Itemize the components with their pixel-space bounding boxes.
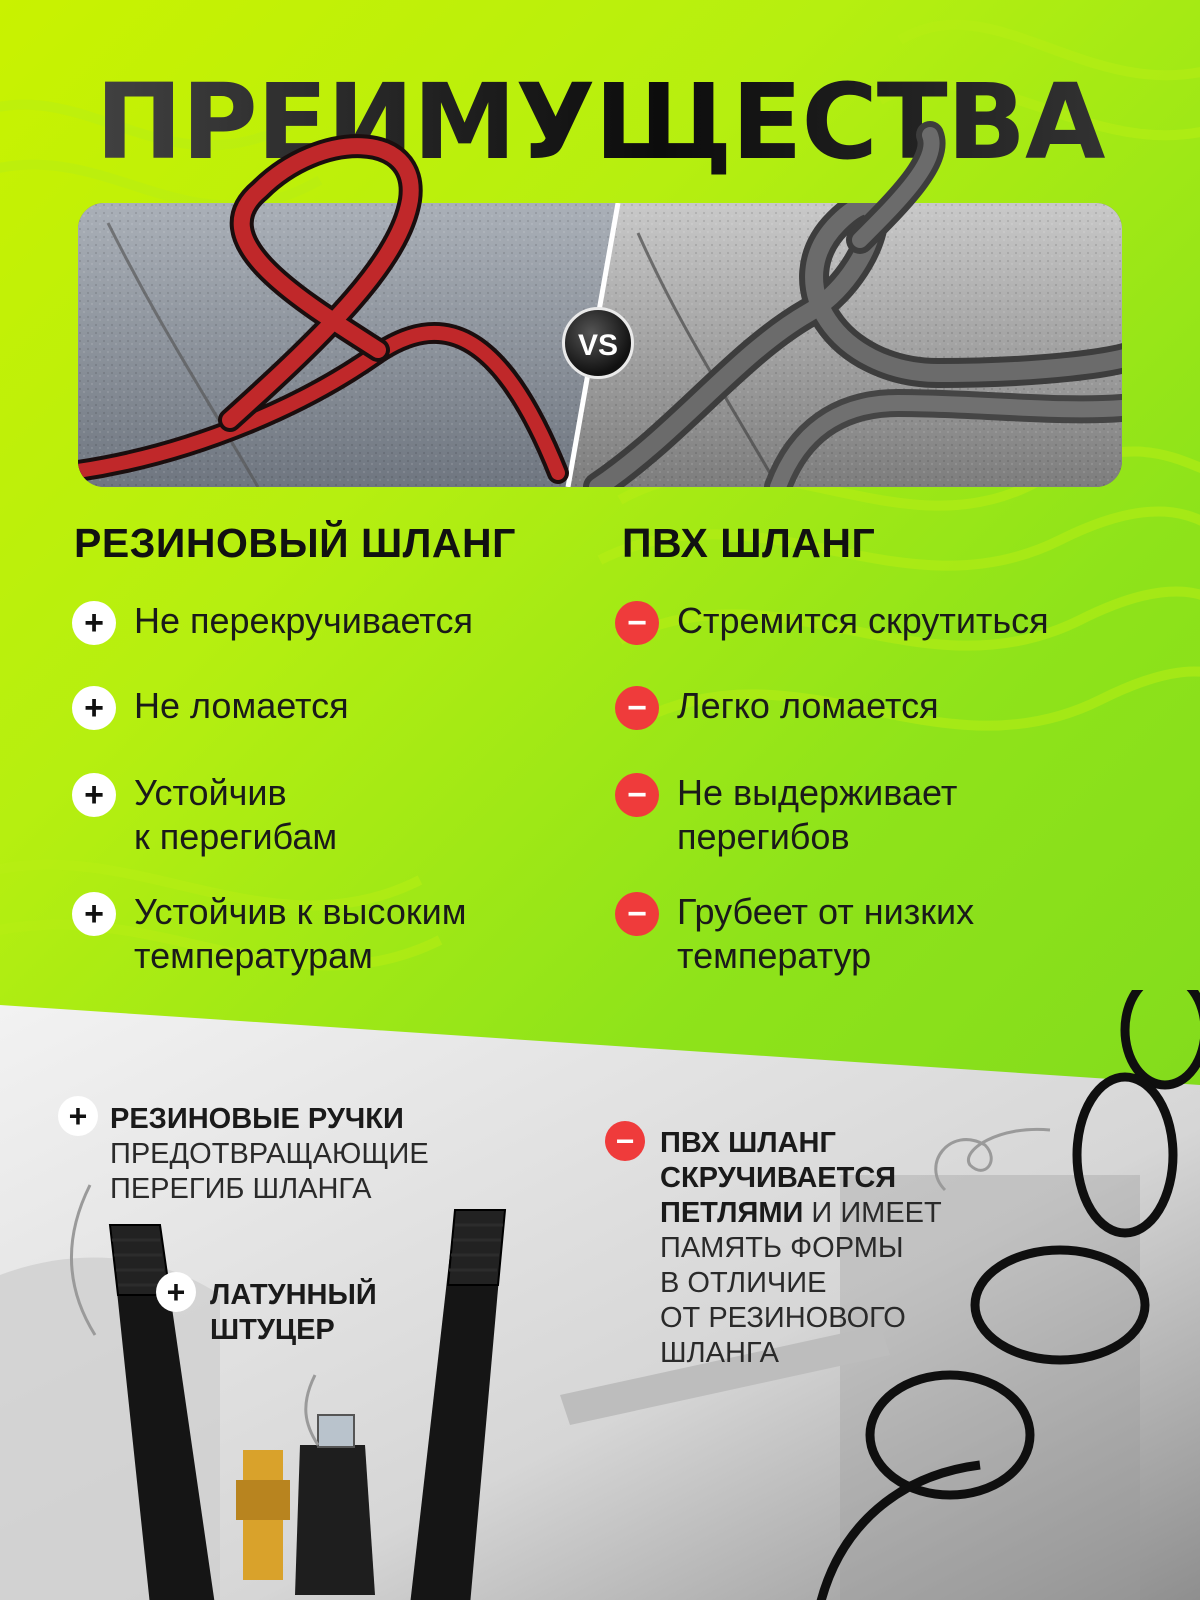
pvc-item-4: Грубеет от низких температур xyxy=(677,891,975,976)
list-item xyxy=(72,599,473,645)
list-item xyxy=(72,890,466,978)
minus-icon: − xyxy=(605,1121,645,1161)
plus-icon: + xyxy=(156,1272,196,1312)
pvc-item-2: Легко ломается xyxy=(677,685,939,726)
list-item xyxy=(615,771,957,859)
rubber-item-3: Устойчив к перегибам xyxy=(134,772,338,857)
vs-badge: VS xyxy=(562,307,634,379)
rubber-item-4: Устойчив к высоким температурам xyxy=(134,891,467,976)
rubber-heading: РЕЗИНОВЫЙ ШЛАНГ xyxy=(74,520,516,566)
list-item xyxy=(72,771,337,859)
pvc-item-3: Не выдерживает перегибов xyxy=(677,772,958,857)
pvc-item-1: Стремится скрутиться xyxy=(677,600,1049,641)
rubber-item-2: Не ломается xyxy=(134,685,349,726)
list-item xyxy=(72,684,349,730)
fitting-label-bold: ЛАТУННЫЙ ШТУЦЕР xyxy=(210,1279,377,1346)
minus-icon: − xyxy=(615,892,659,936)
plus-icon: + xyxy=(72,601,116,645)
rubber-item-1: Не перекручивается xyxy=(134,600,473,641)
handles-label-bold: РЕЗИНОВЫЕ РУЧКИ xyxy=(110,1103,404,1135)
pvc-note-rest: И ИМЕЕТ ПАМЯТЬ ФОРМЫ В ОТЛИЧИЕ ОТ РЕЗИНОВОГО ШЛАНГА xyxy=(660,1197,942,1369)
list-item xyxy=(615,890,974,978)
pvc-heading: ПВХ ШЛАНГ xyxy=(622,520,876,566)
page-title: ПРЕИМУЩЕСТВА xyxy=(0,62,1200,182)
pvc-note-bold: ПВХ ШЛАНГ СКРУЧИВАЕТСЯ ПЕТЛЯМИ xyxy=(660,1127,897,1229)
list-item xyxy=(615,684,939,730)
handles-label xyxy=(110,1102,429,1207)
plus-icon: + xyxy=(72,773,116,817)
plus-icon: + xyxy=(72,892,116,936)
plus-icon: + xyxy=(72,686,116,730)
minus-icon: − xyxy=(615,601,659,645)
minus-icon: − xyxy=(615,686,659,730)
minus-icon: − xyxy=(615,773,659,817)
list-item xyxy=(615,599,1049,645)
pvc-note-label xyxy=(660,1126,942,1371)
plus-icon: + xyxy=(58,1096,98,1136)
handles-label-rest: ПРЕДОТВРАЩАЮЩИЕ ПЕРЕГИБ ШЛАНГА xyxy=(110,1138,429,1205)
fitting-label xyxy=(210,1278,377,1348)
